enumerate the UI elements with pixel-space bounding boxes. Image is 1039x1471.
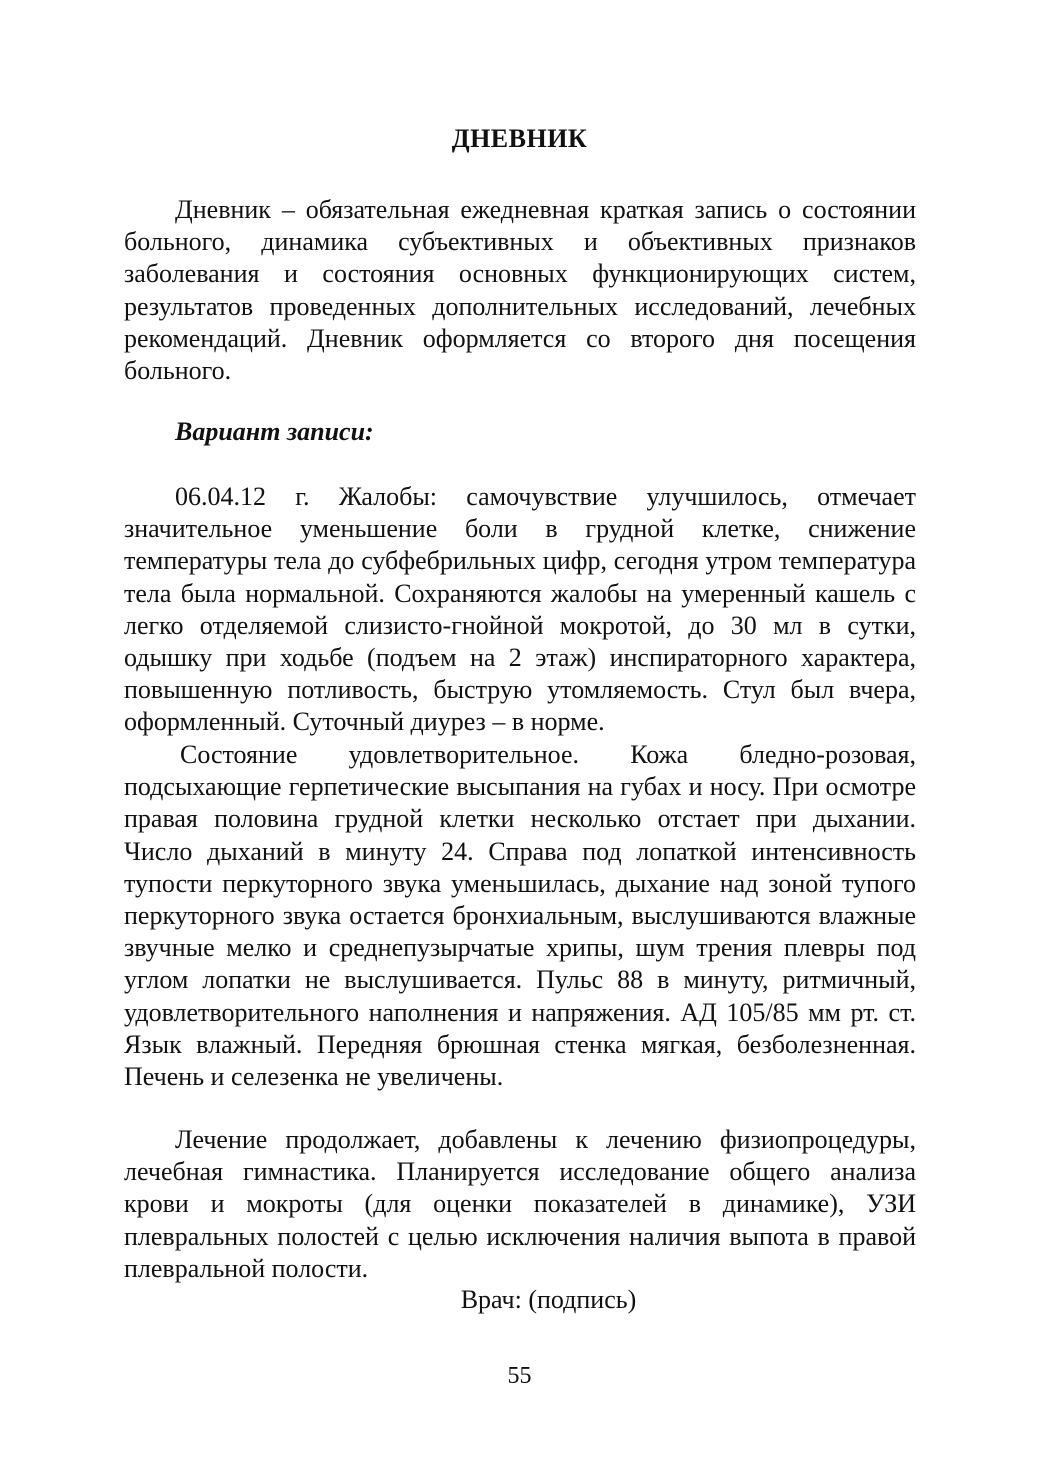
doctor-signature: Врач: (подпись) <box>460 1285 637 1314</box>
record-example-heading: Вариант записи: <box>175 417 374 446</box>
status-paragraph: Состояние удовлетворительное. Кожа бледно-розовая, подсыхающие герпетические высыпания на губах и носу. При осмотре правая половина грудной клетки несколько отстает при дыхании. Число дыханий в минуту 24. Справа под лопаткой интенсивность тупости перкуторного звука уменьшилась, дыхание над зоной тупого перкуторного звука остается бронхиальным, выслушиваются влажные звучные мелко и среднепузырчатые хрипы, шум трения плевры под углом лопатки не выслушивается. Пульс 88 в минуту, ритмичный, удовлетворительного наполнения и напряжения. АД 105/85 мм рт. ст. Язык влажный. Передняя брюшная стенка мягкая, безболезненная. Печень и селезенка не увеличены. <box>124 740 916 1092</box>
page-number: 55 <box>507 1363 532 1389</box>
treatment-paragraph: Лечение продолжает, добавлены к лечению физиопроцедуры, лечебная гимнастика. Планируется исследование общего анализа крови и мокроты (для оценки показателей в динамике), УЗИ плевральных полостей с целью исключения наличия выпота в правой плевральной полости. <box>124 1125 916 1283</box>
complaints-paragraph: 06.04.12 г. Жалобы: самочувствие улучшилось, отмечает значительное уменьшение боли в грудной клетке, снижение температуры тела до субфебрильных цифр, сегодня утром температура тела была нормальной. Сохраняются жалобы на умеренный кашель с легко отделяемой слизисто-гнойной мокротой, до 30 мл в сутки, одышку при ходьбе (подъем на 2 этаж) инспираторного характера, повышенную потливость, быструю утомляемость. Стул был вчера, оформленный. Суточный диурез – в норме. <box>124 482 916 737</box>
page-title: ДНЕВНИК <box>451 124 588 153</box>
intro-paragraph: Дневник – обязательная ежедневная краткая запись о состоянии больного, динамика субъективных и объективных признаков заболевания и состояния основных функционирующих систем, результатов проведенных дополнительных исследований, лечебных рекомендаций. Дневник оформляется со второго дня посещения больного. <box>124 195 916 386</box>
